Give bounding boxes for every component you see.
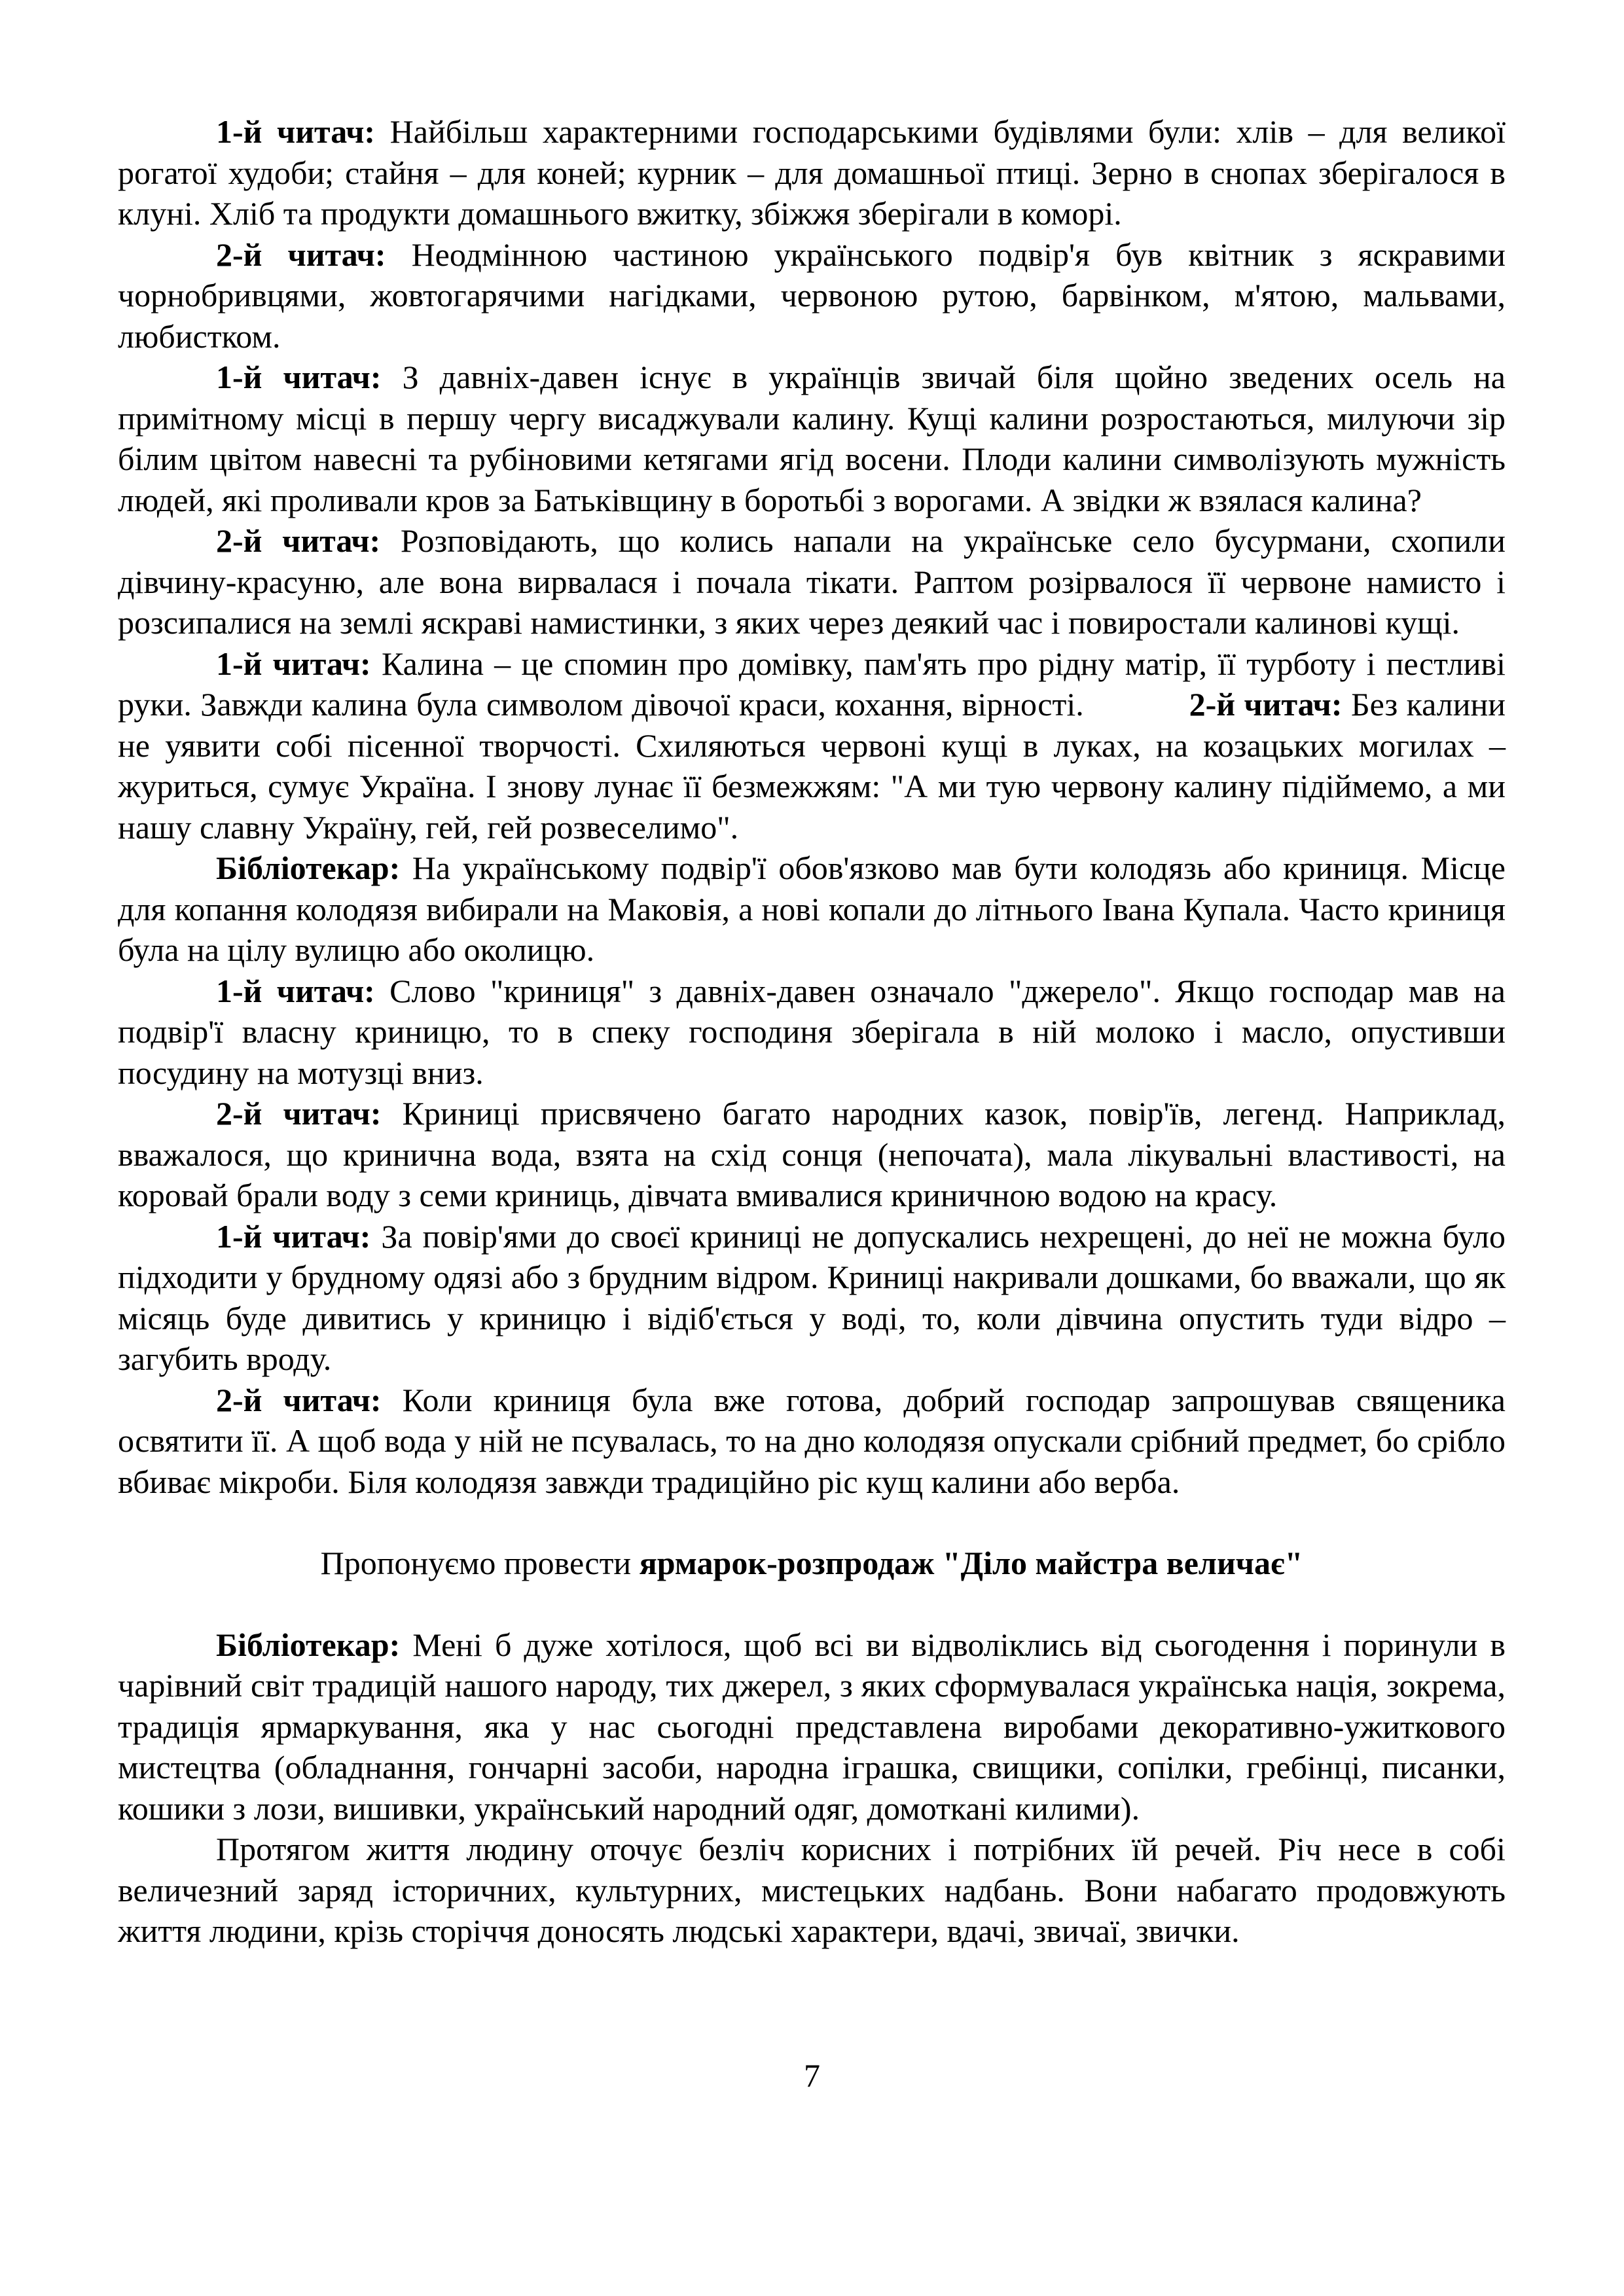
paragraph-text: Калина – це спомин про домівку, пам'ять про рідну матір, її турботу і пестливі руки. Завжди калина була символом дівочої краси, кохання, вірності. xyxy=(118,645,1506,723)
speaker-label: 2-й читач: xyxy=(216,236,386,273)
paragraph-text: Криниці присвячено багато народних казок, повір'їв, легенд. Наприклад, вважалося, що кринична вода, взята на схід сонця (непочата), мала лікувальні властивості, на коровай брали воду з семи криниць, дівчата вмивалися криничною водою на красу. xyxy=(118,1095,1506,1213)
speaker-label: 2-й читач: xyxy=(216,1095,382,1132)
speaker-label: Бібліотекар: xyxy=(216,1626,401,1663)
paragraph-text: На українському подвір'ї обов'язково мав бути колодязь або криниця. Місце для копання колодязя вибирали на Маковія, а нові копали до літнього Івана Купала. Часто криниця була на цілу вулицю або околицю. xyxy=(118,850,1506,968)
paragraph-text: За повір'ями до своєї криниці не допускались нехрещені, до неї не можна було підходити у брудному одязі або з брудним відром. Криниці накривали дошками, бо вважали, що як місяць буде дивитись у криницю і відіб'ється у воді, то, коли дівчина опустить туди відро – загубить вроду. xyxy=(118,1217,1506,1377)
paragraph-text: Неодмінною частиною українського подвір'я був квітник з яскравими чорнобривцями, жовтогарячими нагідками, червоною рутою, барвінком, м'ятою, мальвами, любистком. xyxy=(118,236,1506,355)
dialogue-paragraph xyxy=(118,848,1506,971)
speaker-label: 2-й читач: xyxy=(1189,686,1343,723)
fair-announcement xyxy=(118,1543,1506,1584)
page-number: 7 xyxy=(804,2057,820,2094)
speaker-label: 1-й читач: xyxy=(216,113,376,150)
paragraph-text: Найбільш характерними господарськими будівлями були: хлів – для великої рогатої худоби; стайня – для коней; курник – для домашньої птиці. Зерно в снопах зберігалося в клуні. Хліб та продукти домашнього вжитку, збіжжя зберігали в коморі. xyxy=(118,113,1506,232)
paragraph-text: Без калини не уявити собі пісенної творчості. Схиляються червоні кущі в луках, на козацьких могилах – журиться, сумує Україна. І знову лунає її безмежжям: "А ми тую червону калину підіймемо, а ми нашу славну Україну, гей, гей розвеселимо". xyxy=(118,686,1506,846)
paragraph-text: З давніх-давен існує в українців звичай біля щойно зведених осель на примітному місці в першу чергу висаджували калину. Кущі калини розростаються, милуючи зір білим цвітом навесні та рубіновими кетягами ягід восени. Плоди калини символізують мужність людей, які проливали кров за Батьківщину в боротьбі з ворогами. А звідки ж взялася калина? xyxy=(118,359,1506,518)
dialogue-paragraph xyxy=(118,1093,1506,1216)
page-body xyxy=(118,111,1506,1952)
announcement-title: ярмарок-розпродаж "Діло майстра величає" xyxy=(639,1545,1303,1581)
dialogue-paragraph xyxy=(118,234,1506,357)
dialogue-paragraph xyxy=(118,111,1506,234)
speaker-label: 1-й читач: xyxy=(216,645,371,682)
dialogue-paragraph xyxy=(118,1216,1506,1380)
speaker-label: Бібліотекар: xyxy=(216,850,401,886)
paragraph-text: Протягом життя людину оточує безліч корисних і потрібних їй речей. Річ несе в собі величезний заряд історичних, культурних, мистецьких надбань. Вони набагато продовжують життя людини, крізь сторіччя доносять людські характери, вдачі, звичаї, звички. xyxy=(118,1831,1506,1949)
dialogue-paragraph xyxy=(118,1380,1506,1503)
speaker-label: 1-й читач: xyxy=(216,359,382,395)
speaker-label: 1-й читач: xyxy=(216,972,375,1009)
closing-paragraph xyxy=(118,1829,1506,1952)
paragraph-text: Слово "криниця" з давніх-давен означало "джерело". Якщо господар мав на подвір'ї власну криницю, то в спеку господиня зберігала в ній молоко і масло, опустивши посудину на мотузці вниз. xyxy=(118,972,1506,1091)
speaker-label: 2-й читач: xyxy=(216,522,381,559)
dialogue-paragraph xyxy=(118,520,1506,643)
dialogue-paragraph xyxy=(118,971,1506,1094)
dialogue-paragraph xyxy=(118,357,1506,520)
speaker-label: 1-й читач: xyxy=(216,1217,371,1255)
librarian-paragraph xyxy=(118,1624,1506,1829)
paragraph-text: Розповідають, що колись напали на українське село бусурмани, схопили дівчину-красуню, але вона вирвалася і почала тікати. Раптом розірвалося її червоне намисто і розсипалися на землі яскраві намистинки, з яких через деякий час і повиростали калинові кущі. xyxy=(118,522,1506,641)
paragraph-text: Мені б дуже хотілося, щоб всі ви відволіклись від сьогодення і поринули в чарівний світ традицій нашого народу, тих джерел, з яких сформувалася українська нація, зокрема, традиція ярмаркування, яка у нас сьогодні представлена виробами декоративно-ужиткового мистецтва (обладнання, гончарні засоби, народна іграшка, свищики, сопілки, гребінці, писанки, кошики з лози, вишивки, український народний одяг, домоткані килими). xyxy=(118,1626,1506,1827)
announcement-prefix: Пропонуємо провести xyxy=(320,1545,640,1581)
paragraph-text: Коли криниця була вже готова, добрий господар запрошував священика освятити її. А щоб вода у ній не псувалась, то на дно колодязя опускали срібний предмет, бо срібло вбиває мікроби. Біля колодязя завжди традиційно ріс кущ калини або верба. xyxy=(118,1381,1506,1500)
dialogue-paragraph xyxy=(118,643,1506,848)
speaker-label: 2-й читач: xyxy=(216,1381,382,1418)
